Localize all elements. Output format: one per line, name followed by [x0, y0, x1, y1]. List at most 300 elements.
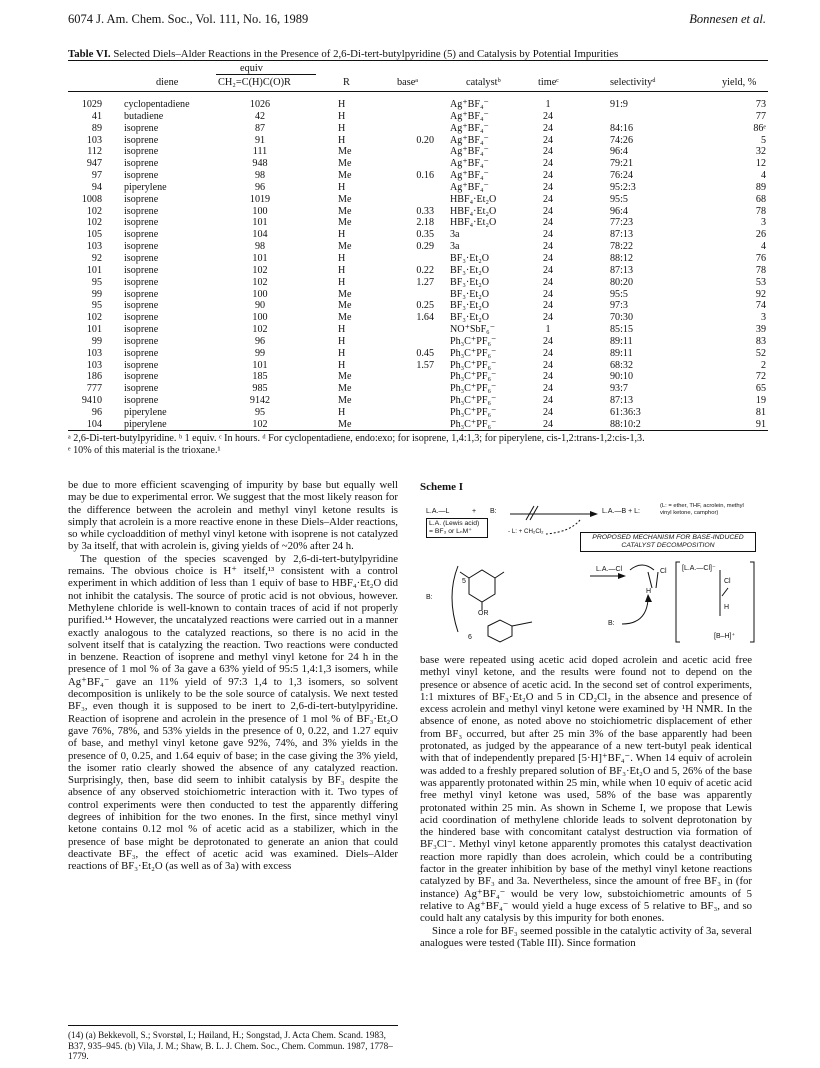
cell-enone-equiv: 102 — [252, 264, 268, 276]
cell-yield: 52 — [755, 347, 766, 359]
cell-diene: piperylene — [124, 181, 167, 193]
cell-diene: piperylene — [124, 406, 167, 418]
table-row — [68, 324, 768, 336]
cell-catalyst: BF₃·Et₂O — [450, 300, 490, 312]
table-row — [68, 383, 768, 395]
cell-yield: 91 — [755, 418, 766, 430]
cell-time: 24 — [542, 170, 554, 182]
cell-ref: 9410 — [81, 395, 102, 407]
cell-ref: 92 — [91, 252, 102, 264]
paragraph: The question of the species scavenged by 2,6-di-tert-butylpyridine remains. The obvious choice is H⁺ itself,¹³ consistent with a control experiment in which addition of less than 1 equiv of base to HBF₄·Et₂O did not inhibit the catalysis. The source of protic acid is not obvious, however. Methylene chloride is well-known to contain traces of acid if not properly purified.¹⁴ However, the uncatalyzed reactions were carried out in a manner exactly analogous to the catalyzed reactions, so there is no acid in the solvent itself that is catalyzing the reaction. Two reactions were conducted in benzene. Reaction of isoprene and methyl vinyl ketone for 24 h in the presence of 1 mol % of 3a gave a 63% yield of 95:5 1,4:1,3 isomers, while Ag⁺BF₄⁻ gave an 11% yield of 97:3 1,4 to 1,3 isomers, so solvent decomposition is unlikely to be the sole source of catalysis. We next tested BF₃, even though it is supposed to be inert to 2,6-di-tert-butylpyridine. Reaction of isoprene and acrolein in the presence of 1 mol % of BF₃·Et₂O gave 76%, 78%, and 53% yields in the presence of 0, 0.22, and 1.27 equiv of base, and methyl vinyl ketone gave 92%, 74%, and 3% yields in the presence of 0, 0.25, and 1.64 equiv of base; in the case giving the 3% yield, the isomer ratio clearly showed the absence of any catalyzed reaction. Surprisingly, then, base did seem to inhibit catalysis by BF₃ despite the absence of any observed stoichiometric interaction with it. Two types of control experiments were then conducted to test the apparently differing degrees of inhibition for the two enones. In the first, since methyl vinyl ketone contains 0.12 mol % of acetic acid as a stabilizer, which in the presence of base might be deprotonated to generate an anion that could deactivate BF₃, the effect of acetic acid was examined. Diels–Alder reactions of BF₃·Et₂O (as well as of 3a) with excess — [68, 552, 398, 873]
cell-ref: 89 — [91, 122, 102, 134]
paragraph: be due to more efficient scavenging of impurity by base but equally well may be due to experimental error. We suggest that the most likely reason for the difference between the acrolein and methyl vinyl ketone results is simply that acrolein is a more reactive enone in these Diels–Alder reactions, so while cycloaddition of methyl vinyl ketone with isoprene is not catalyzed by 3a itself, that with acrolein is, giving yields of ~20% after 24 h. — [68, 479, 398, 553]
cell-enone-equiv: 9142 — [249, 395, 271, 407]
cell-catalyst: Ag⁺BF₄⁻ — [450, 122, 489, 134]
cell-catalyst: Ph₃C⁺PF₆⁻ — [450, 371, 497, 383]
cell-enone-equiv: 111 — [252, 146, 268, 158]
cell-time: 24 — [542, 383, 554, 395]
right-column-text — [420, 654, 752, 949]
cell-enone-equiv: 99 — [254, 347, 266, 359]
la-cl-label: L.A.—Cl — [596, 566, 623, 573]
cell-diene: isoprene — [124, 158, 159, 170]
cell-diene: isoprene — [124, 335, 159, 347]
table-body — [68, 99, 768, 431]
cell-yield: 78 — [755, 205, 766, 217]
cell-enone-equiv: 90 — [254, 300, 266, 312]
cell-ref: 41 — [91, 110, 102, 122]
cell-yield: 4 — [760, 170, 766, 182]
cell-base: 0.20 — [416, 134, 434, 146]
cell-catalyst: HBF₄·Et₂O — [450, 193, 497, 205]
cell-base: 0.16 — [416, 170, 434, 182]
cell-ref: 99 — [91, 288, 102, 300]
cell-ref: 105 — [86, 229, 102, 241]
cell-base: 0.45 — [416, 347, 434, 359]
cell-time: 24 — [542, 276, 554, 288]
cell-catalyst: Ph₃C⁺PF₆⁻ — [450, 359, 497, 371]
cell-time: 24 — [542, 264, 554, 276]
cell-diene: isoprene — [124, 193, 159, 205]
cell-r: Me — [338, 146, 352, 158]
cell-selectivity: 77:23 — [610, 217, 633, 229]
cell-yield: 92 — [755, 288, 766, 300]
cell-diene: piperylene — [124, 418, 167, 430]
cell-enone-equiv: 101 — [252, 359, 268, 371]
cell-diene: isoprene — [124, 241, 159, 253]
cell-ref: 1029 — [81, 99, 102, 110]
cell-time: 24 — [542, 241, 554, 253]
cell-catalyst: Ag⁺BF₄⁻ — [450, 110, 489, 122]
footnote-line-1: ᵃ 2,6-Di-tert-butylpyridine. ᵇ 1 equiv. ᶜ In hours. ᵈ For cyclopentadiene, endo:exo; for isoprene, 1,4:1,3; for piperylene, cis-1,2:trans-1,2:cis-1,3. — [68, 433, 645, 444]
cell-selectivity: 84:16 — [610, 122, 633, 134]
table-caption — [68, 48, 766, 60]
table-row — [68, 348, 768, 360]
col-diene: diene — [156, 77, 179, 88]
cell-catalyst: Ag⁺BF₄⁻ — [450, 146, 489, 158]
cell-yield: 73 — [755, 99, 766, 110]
cell-selectivity: 93:7 — [610, 383, 628, 395]
cell-time: 24 — [542, 193, 554, 205]
cell-catalyst: Ag⁺BF₄⁻ — [450, 134, 489, 146]
cell-time: 24 — [542, 229, 554, 241]
table-row — [68, 300, 768, 312]
table-row — [68, 371, 768, 383]
cell-yield: 39 — [755, 324, 766, 336]
author-running-head: Bonnesen et al. — [689, 12, 766, 26]
cell-r: Me — [338, 418, 352, 430]
cell-time: 24 — [542, 205, 554, 217]
cell-enone-equiv: 101 — [252, 217, 268, 229]
cell-catalyst: Ag⁺BF₄⁻ — [450, 99, 489, 110]
cell-ref: 97 — [91, 170, 102, 182]
cell-yield: 81 — [755, 406, 766, 418]
col-catalyst: catalystᵇ — [466, 77, 501, 88]
cell-selectivity: 88:10:2 — [610, 418, 641, 430]
lewis-acid-complex: L.A.—L — [426, 508, 450, 515]
cell-r: Me — [338, 395, 352, 407]
cell-catalyst: Ph₃C⁺PF₆⁻ — [450, 406, 497, 418]
cell-diene: isoprene — [124, 217, 159, 229]
cell-time: 24 — [542, 395, 554, 407]
cell-enone-equiv: 185 — [252, 371, 268, 383]
cell-enone-equiv: 91 — [254, 134, 266, 146]
cell-selectivity: 85:15 — [610, 324, 633, 336]
cell-base: 0.22 — [416, 264, 434, 276]
cell-yield: 12 — [755, 158, 766, 170]
cell-yield: 65 — [755, 383, 766, 395]
scheme-title: Scheme I — [420, 481, 464, 493]
base-label: B: — [490, 508, 497, 515]
cell-ref: 95 — [91, 300, 102, 312]
products-label: L.A.—B + L: — [602, 508, 640, 515]
cell-yield: 19 — [755, 395, 766, 407]
equiv-rule — [216, 74, 316, 75]
compound-6-label: 6 — [468, 634, 472, 641]
col-base: baseᵃ — [397, 77, 419, 88]
cell-base: 2.18 — [416, 217, 434, 229]
table-row — [68, 99, 768, 111]
cell-time: 24 — [542, 146, 554, 158]
cell-selectivity: 74:26 — [610, 134, 633, 146]
cell-selectivity: 80:20 — [610, 276, 633, 288]
cell-selectivity: 95:5 — [610, 288, 628, 300]
cell-yield: 78 — [755, 264, 766, 276]
cell-diene: isoprene — [124, 170, 159, 182]
cell-selectivity: 89:11 — [610, 335, 633, 347]
table-row — [68, 135, 768, 147]
cell-yield: 4 — [760, 241, 766, 253]
cell-ref: 103 — [86, 134, 102, 146]
cl-label-2: Cl — [724, 578, 731, 585]
mechanism-box: PROPOSED MECHANISM FOR BASE-INDUCED CATALYST DECOMPOSITION — [580, 532, 756, 552]
cell-catalyst: Ag⁺BF₄⁻ — [450, 170, 489, 182]
table-row — [68, 419, 768, 431]
cell-yield: 74 — [755, 300, 766, 312]
cell-catalyst: BF₃·Et₂O — [450, 312, 490, 324]
table-footnotes — [68, 433, 768, 457]
cell-selectivity: 68:32 — [610, 359, 633, 371]
cell-base: 0.35 — [416, 229, 434, 241]
cell-diene: isoprene — [124, 252, 159, 264]
table-top-rule — [68, 60, 768, 61]
cell-yield: 83 — [755, 335, 766, 347]
cell-ref: 947 — [86, 158, 102, 170]
cell-diene: isoprene — [124, 300, 159, 312]
reference-footnote: (14) (a) Bekkevoll, S.; Svorstøl, I.; Høiland, H.; Songstad, J. Acta Chem. Scand. 1983, B37, 935–945. (b) Vila, J. M.; Shaw, B. L. J. Chem. Soc., Chem. Commun. 1987, 1778–1779. — [68, 1025, 398, 1062]
cell-enone-equiv: 1019 — [249, 193, 271, 205]
cell-selectivity: 70:30 — [610, 312, 633, 324]
cell-selectivity: 95:2:3 — [610, 181, 636, 193]
cell-r: H — [338, 347, 346, 359]
cell-r: H — [338, 134, 346, 146]
col-selectivity: selectivityᵈ — [610, 77, 656, 88]
cell-diene: isoprene — [124, 359, 159, 371]
col-r: R — [343, 77, 350, 88]
journal-citation: 6074 J. Am. Chem. Soc., Vol. 111, No. 16, 1989 — [68, 12, 309, 26]
cell-time: 24 — [542, 252, 554, 264]
table-row — [68, 407, 768, 419]
cell-enone-equiv: 100 — [252, 288, 268, 300]
table-row — [68, 111, 768, 123]
paragraph: Since a role for BF₃ seemed possible in the catalytic activity of 3a, several analogues were tested (Table III). Since formation — [420, 924, 752, 949]
table-row — [68, 123, 768, 135]
table-row — [68, 170, 768, 182]
cell-ref: 1008 — [81, 193, 102, 205]
cell-enone-equiv: 100 — [252, 312, 268, 324]
cell-ref: 103 — [86, 359, 102, 371]
cell-catalyst: Ag⁺BF₄⁻ — [450, 181, 489, 193]
cell-base: 0.33 — [416, 205, 434, 217]
col-time: timeᶜ — [538, 77, 559, 88]
cell-base: 1.27 — [416, 276, 434, 288]
col-enone: CH₂=C(H)C(O)R — [218, 77, 291, 88]
cell-r: Me — [338, 205, 352, 217]
cell-r: Me — [338, 193, 352, 205]
cell-selectivity: 90:10 — [610, 371, 633, 383]
cell-enone-equiv: 95 — [254, 406, 266, 418]
cell-diene: isoprene — [124, 324, 159, 336]
cell-ref: 102 — [86, 217, 102, 229]
table-row — [68, 265, 768, 277]
cell-enone-equiv: 87 — [254, 122, 266, 134]
cell-selectivity: 96:4 — [610, 205, 628, 217]
cell-ref: 101 — [86, 324, 102, 336]
cell-r: H — [338, 264, 346, 276]
cell-catalyst: Ph₃C⁺PF₆⁻ — [450, 418, 497, 430]
column-header-row — [68, 77, 768, 90]
cell-catalyst: HBF₄·Et₂O — [450, 205, 497, 217]
cell-catalyst: Ag⁺BF₄⁻ — [450, 158, 489, 170]
cell-yield: 26 — [755, 229, 766, 241]
col-yield: yield, % — [722, 77, 757, 88]
cell-diene: isoprene — [124, 264, 159, 276]
cell-diene: isoprene — [124, 347, 159, 359]
equiv-header: equiv — [240, 63, 263, 74]
cell-r: H — [338, 406, 346, 418]
cell-time: 24 — [542, 122, 554, 134]
left-column-text — [68, 479, 398, 873]
equiv-header-row — [68, 63, 768, 76]
paragraph: base were repeated using acetic acid doped acrolein and acetic acid free methyl vinyl ketone, and the results were found not to depend on the presence or absence of acetic acid. In the second set of control experiments, 1:1 mixtures of BF₃·Et₂O and 5 in CD₂Cl₂ in the absence and presence of excess acrolein and methyl vinyl ketone were examined by ¹H NMR. In the absence of enone, as noted above no stoichiometric displacement of ether from BF₃ occurred, but after 25 min 3% of the base apparently had been protonated, as judged by the appearance of a new tert-butyl peak identical with that of independently prepared [5·H]⁺BF₄⁻. When 14 equiv of acrolein was added to a freshly prepared solution of BF₃·Et₂O and 5, 26% of the base was apparently protonated within 25 min, while when 10 equiv of acetic acid free methyl vinyl ketone was used, 58% of the base was apparently protonated within 25 min. As shown in Scheme I, we propose that Lewis acid coordination of methylene chloride leads to solvent deprotonation by the hindered base with concomitant catalyst destruction via formation of BF₃Cl⁻. Methyl vinyl ketone apparently promotes this catalyst deactivation reaction more rapidly than does acrolein, which could be a contributing factor in the greater inhibition by base of the methyl vinyl ketone reactions catalyzed by BF₃ and 3a. Nevertheless, since the amount of free BF₃ in (for instance) Ag⁺BF₄⁻ would be very low, substoichiometric amounts of 5 relative to Ag⁺BF₄⁻ would yield a huge excess of 5 relative to BF₃, and so could halt any catalysis by this impurity for both enones. — [420, 654, 752, 925]
cell-time: 24 — [542, 181, 554, 193]
cell-base: 0.29 — [416, 241, 434, 253]
cell-ref: 103 — [86, 241, 102, 253]
cell-catalyst: BF₃·Et₂O — [450, 288, 490, 300]
cell-time: 24 — [542, 335, 554, 347]
cell-selectivity: 61:36:3 — [610, 406, 641, 418]
cell-diene: isoprene — [124, 383, 159, 395]
cell-time: 24 — [542, 371, 554, 383]
cell-time: 24 — [542, 300, 554, 312]
table-row — [68, 158, 768, 170]
cell-selectivity: 96:4 — [610, 146, 628, 158]
cl-label: Cl — [660, 568, 667, 575]
cell-r: H — [338, 110, 346, 122]
h-label-2: H — [724, 604, 730, 611]
cell-enone-equiv: 101 — [252, 252, 268, 264]
cell-yield: 3 — [760, 217, 766, 229]
scheme-diagram — [420, 496, 760, 648]
cell-base: 0.25 — [416, 300, 434, 312]
cell-ref: 102 — [86, 312, 102, 324]
cell-catalyst: BF₃·Et₂O — [450, 264, 490, 276]
cell-time: 24 — [542, 347, 554, 359]
table-row — [68, 182, 768, 194]
cell-enone-equiv: 96 — [254, 181, 266, 193]
protonated-base: [B–H]⁺ — [714, 633, 736, 640]
table-row — [68, 206, 768, 218]
cell-time: 1 — [545, 324, 551, 336]
cell-diene: isoprene — [124, 312, 159, 324]
table-row — [68, 253, 768, 265]
cell-enone-equiv: 42 — [254, 110, 266, 122]
cell-yield: 3 — [760, 312, 766, 324]
cell-r: Me — [338, 312, 352, 324]
cell-time: 24 — [542, 312, 554, 324]
header-bottom-rule — [68, 91, 768, 92]
cell-selectivity: 87:13 — [610, 395, 633, 407]
cell-yield: 32 — [755, 146, 766, 158]
lewis-acid-box: L.A. (Lewis acid) = BF₃ or LₙM⁺ — [426, 518, 488, 538]
footnote-line-2: ᵉ 10% of this material is the trioxane.¹ — [68, 445, 221, 456]
cell-catalyst: Ph₃C⁺PF₆⁻ — [450, 347, 497, 359]
cell-r: Me — [338, 170, 352, 182]
cell-r: Me — [338, 241, 352, 253]
cell-catalyst: HBF₄·Et₂O — [450, 217, 497, 229]
cell-time: 1 — [545, 99, 551, 110]
cell-yield: 72 — [755, 371, 766, 383]
cell-r: H — [338, 324, 346, 336]
cell-selectivity: 87:13 — [610, 264, 633, 276]
cell-diene: cyclopentadiene — [124, 99, 190, 110]
cell-yield: 68 — [755, 193, 766, 205]
cell-catalyst: Ph₃C⁺PF₆⁻ — [450, 395, 497, 407]
or-label: OR — [478, 610, 489, 617]
cell-r: H — [338, 99, 346, 110]
table-row — [68, 336, 768, 348]
cell-r: H — [338, 122, 346, 134]
cell-selectivity: 89:11 — [610, 347, 633, 359]
cell-selectivity: 76:24 — [610, 170, 633, 182]
cell-diene: isoprene — [124, 229, 159, 241]
cell-r: H — [338, 252, 346, 264]
cell-catalyst: 3a — [450, 229, 460, 241]
table-row — [68, 289, 768, 301]
cell-r: H — [338, 181, 346, 193]
cell-ref: 104 — [86, 418, 102, 430]
cell-ref: 99 — [91, 335, 102, 347]
cell-ref: 101 — [86, 264, 102, 276]
cell-time: 24 — [542, 418, 554, 430]
table-row — [68, 229, 768, 241]
cell-r: Me — [338, 383, 352, 395]
table-row — [68, 194, 768, 206]
base-label-3: B: — [608, 620, 615, 627]
cell-yield: 53 — [755, 276, 766, 288]
cell-yield: 2 — [760, 359, 766, 371]
cell-r: Me — [338, 158, 352, 170]
cell-catalyst: BF₃·Et₂O — [450, 276, 490, 288]
table-bottom-rule — [68, 430, 768, 431]
cell-ref: 112 — [87, 146, 102, 158]
table-label: Table VI. — [68, 48, 111, 60]
cell-diene: isoprene — [124, 288, 159, 300]
table-title: Selected Diels–Alder Reactions in the Presence of 2,6-Di-tert-butylpyridine (5) and Catalysis by Potential Impurities — [113, 48, 619, 60]
cell-enone-equiv: 948 — [252, 158, 268, 170]
cell-diene: isoprene — [124, 371, 159, 383]
cell-time: 24 — [542, 406, 554, 418]
cell-enone-equiv: 98 — [254, 241, 266, 253]
cell-diene: isoprene — [124, 205, 159, 217]
cell-selectivity: 88:12 — [610, 252, 633, 264]
cell-diene: isoprene — [124, 146, 159, 158]
cell-diene: isoprene — [124, 122, 159, 134]
cell-enone-equiv: 98 — [254, 170, 266, 182]
cell-selectivity: 91:9 — [610, 99, 628, 110]
cell-time: 24 — [542, 288, 554, 300]
cell-selectivity: 79:21 — [610, 158, 633, 170]
cell-catalyst: Ph₃C⁺PF₆⁻ — [450, 335, 497, 347]
table-row — [68, 217, 768, 229]
plus-sign: + — [472, 508, 477, 515]
cell-yield: 5 — [760, 134, 766, 146]
cell-r: H — [338, 335, 346, 347]
compound-5-label: 5 — [462, 578, 466, 585]
cell-yield: 86ᵉ — [753, 122, 766, 134]
cell-r: Me — [338, 300, 352, 312]
cell-selectivity: 95:5 — [610, 193, 628, 205]
cell-time: 24 — [542, 134, 554, 146]
cell-time: 24 — [542, 217, 554, 229]
ligand-note: (L: = ether, THF, acrolein, methyl vinyl ketone, camphor) — [660, 503, 744, 516]
cell-r: Me — [338, 217, 352, 229]
cell-diene: isoprene — [124, 134, 159, 146]
cell-ref: 186 — [86, 371, 102, 383]
cell-ref: 777 — [86, 383, 102, 395]
table-row — [68, 277, 768, 289]
table-row — [68, 241, 768, 253]
cell-enone-equiv: 102 — [252, 324, 268, 336]
h-label: H — [646, 588, 652, 595]
cell-selectivity: 87:13 — [610, 229, 633, 241]
cell-ref: 96 — [91, 406, 102, 418]
cell-base: 1.64 — [416, 312, 434, 324]
cell-enone-equiv: 102 — [252, 276, 268, 288]
base-label-2: B: — [426, 594, 433, 601]
table-row — [68, 146, 768, 158]
cell-time: 24 — [542, 158, 554, 170]
cell-r: H — [338, 229, 346, 241]
cell-diene: isoprene — [124, 276, 159, 288]
cell-enone-equiv: 100 — [252, 205, 268, 217]
cell-selectivity: 97:3 — [610, 300, 628, 312]
table-row — [68, 312, 768, 324]
cell-ref: 94 — [91, 181, 102, 193]
cell-yield: 77 — [755, 110, 766, 122]
cell-catalyst: 3a — [450, 241, 460, 253]
cell-r: Me — [338, 371, 352, 383]
table-row — [68, 360, 768, 372]
cell-yield: 76 — [755, 252, 766, 264]
cell-enone-equiv: 102 — [252, 418, 268, 430]
cell-catalyst: BF₃·Et₂O — [450, 252, 490, 264]
table-row — [68, 395, 768, 407]
cell-yield: 89 — [755, 181, 766, 193]
cell-r: Me — [338, 288, 352, 300]
cell-diene: butadiene — [124, 110, 164, 122]
cell-time: 24 — [542, 110, 554, 122]
cell-base: 1.57 — [416, 359, 434, 371]
